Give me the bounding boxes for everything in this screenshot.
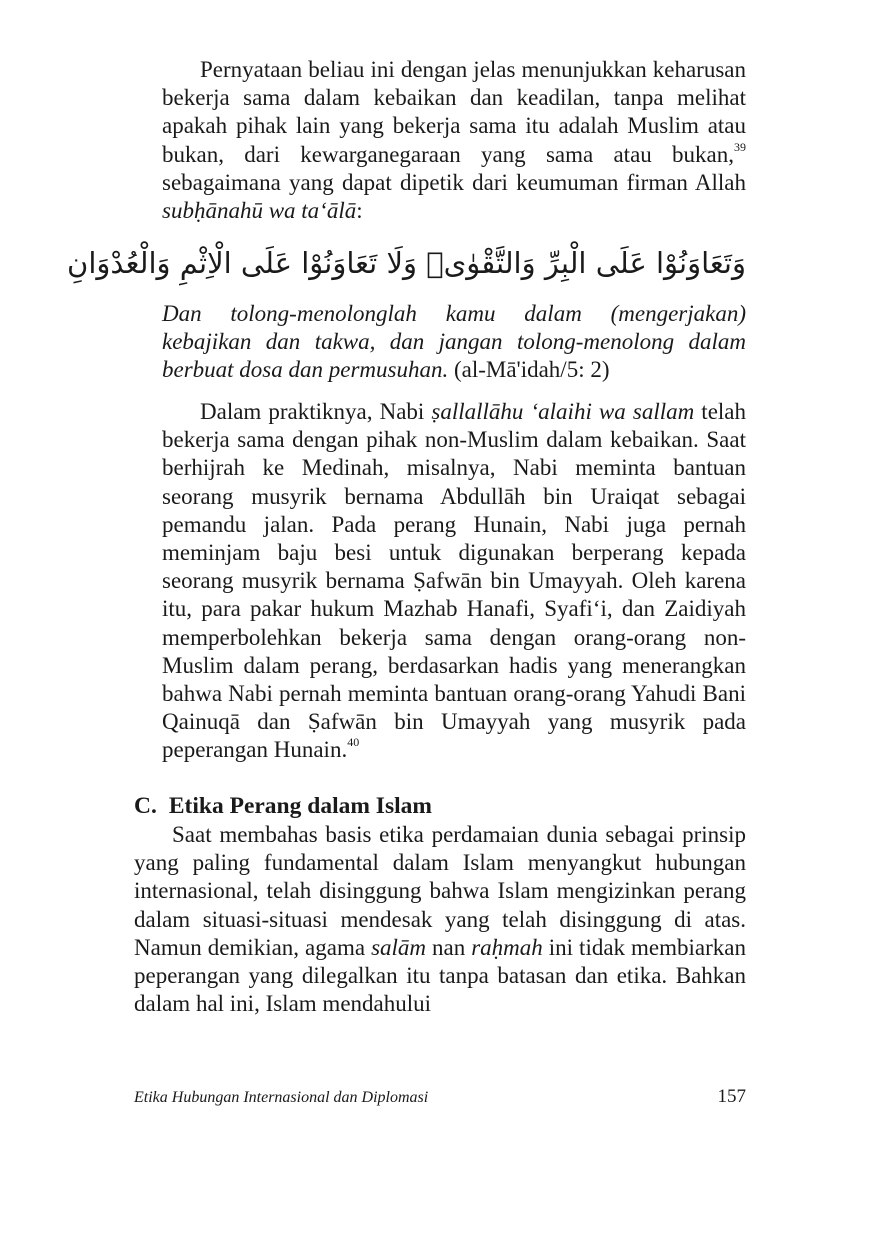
honorific-italic: ṣallallāhu ‘alaihi wa sallam	[431, 399, 695, 424]
paragraph-war-ethics	[134, 821, 746, 1018]
term-italic: raḥmah	[471, 934, 543, 960]
paragraph-cooperation-statement	[162, 56, 746, 225]
running-footer-title: Etika Hubungan Internasional dan Diplomasi	[134, 1089, 429, 1106]
section-number: C.	[134, 793, 157, 819]
paragraph-text: Pernyataan beliau ini dengan jelas menunjukkan keharusan bekerja sama dalam kebaikan dan keadilan, tanpa melihat apakah pihak lain yang bekerja sama itu adalah Muslim atau bukan, dari kewarganegaraan yang sama atau bukan,$^{39}$ sebagaimana yang dapat dipetik dari keumuman firman Allah subḥānahū wa taʻālā:	[162, 57, 746, 224]
verse-reference: (al-Mā'idah/5: 2)	[453, 357, 610, 383]
section-title: Etika Perang dalam Islam	[168, 793, 432, 819]
paragraph-text: Dalam praktiknya, Nabi ṣallallāhu ‘alaihi wa sallam telah bekerja sama dengan pihak non-Muslim dalam kebaikan. Saat berhijrah ke Medinah, misalnya, Nabi meminta bantuan seorang musyrik bernama Abdullāh bin Uraiqat sebagai pemandu jalan. Pada perang Hunain, Nabi juga pernah meminjam baju besi untuk digunakan berperang kepada seorang musyrik bernama Ṣafwān bin Umayyah. Oleh karena itu, para pakar hukum Mazhab Hanafi, Syafi‘i, dan Zaidiyah memperbolehkan bekerja sama dengan orang-orang non-Muslim dalam perang, berdasarkan hadis yang menerangkan bahwa Nabi pernah meminta bantuan orang-orang Yahudi Bani Qainuqā dan Ṣafwān bin Umayyah yang musyrik pada peperangan Hunain.$^{40}$	[162, 399, 747, 763]
section-heading	[134, 791, 432, 821]
paragraph-prophet-practice	[162, 398, 746, 765]
verse-translation: Dan tolong-menolonglah kamu dalam (mengerjakan) kebajikan dan takwa, dan jangan tolong-menolong dalam berbuat dosa dan permusuhan. (al-Mā'idah/5: 2)	[162, 301, 746, 383]
honorific-italic: subḥānahū wa taʻālā	[162, 198, 357, 224]
footnote-marker-40[interactable]: 40	[347, 735, 360, 750]
paragraph-text: Saat membahas basis etika perdamaian dunia sebagai prinsip yang paling fundamental dalam Islam menyangkut hubungan internasional, telah disinggung bahwa Islam mengizinkan perang dalam situasi-situasi mendesak yang telah disinggung di atas. Namun demikian, agama salām nan raḥmah ini tidak membiarkan peperangan yang dilegalkan itu tanpa batasan dan etika. Bahkan dalam hal ini, Islam mendahului	[134, 822, 746, 1017]
verse-translation-block	[162, 300, 746, 385]
page-number: 157	[717, 1086, 746, 1107]
footnote-marker-39[interactable]: 39	[734, 139, 746, 154]
term-italic: salām	[371, 934, 427, 960]
quran-verse-arabic: وَتَعَاوَنُوْا عَلَى الْبِرِّ وَالتَّقْوٰىۖ وَلَا تَعَاوَنُوْا عَلَى الْاِثْمِ وَالْعُدْوَانِ	[67, 246, 746, 280]
